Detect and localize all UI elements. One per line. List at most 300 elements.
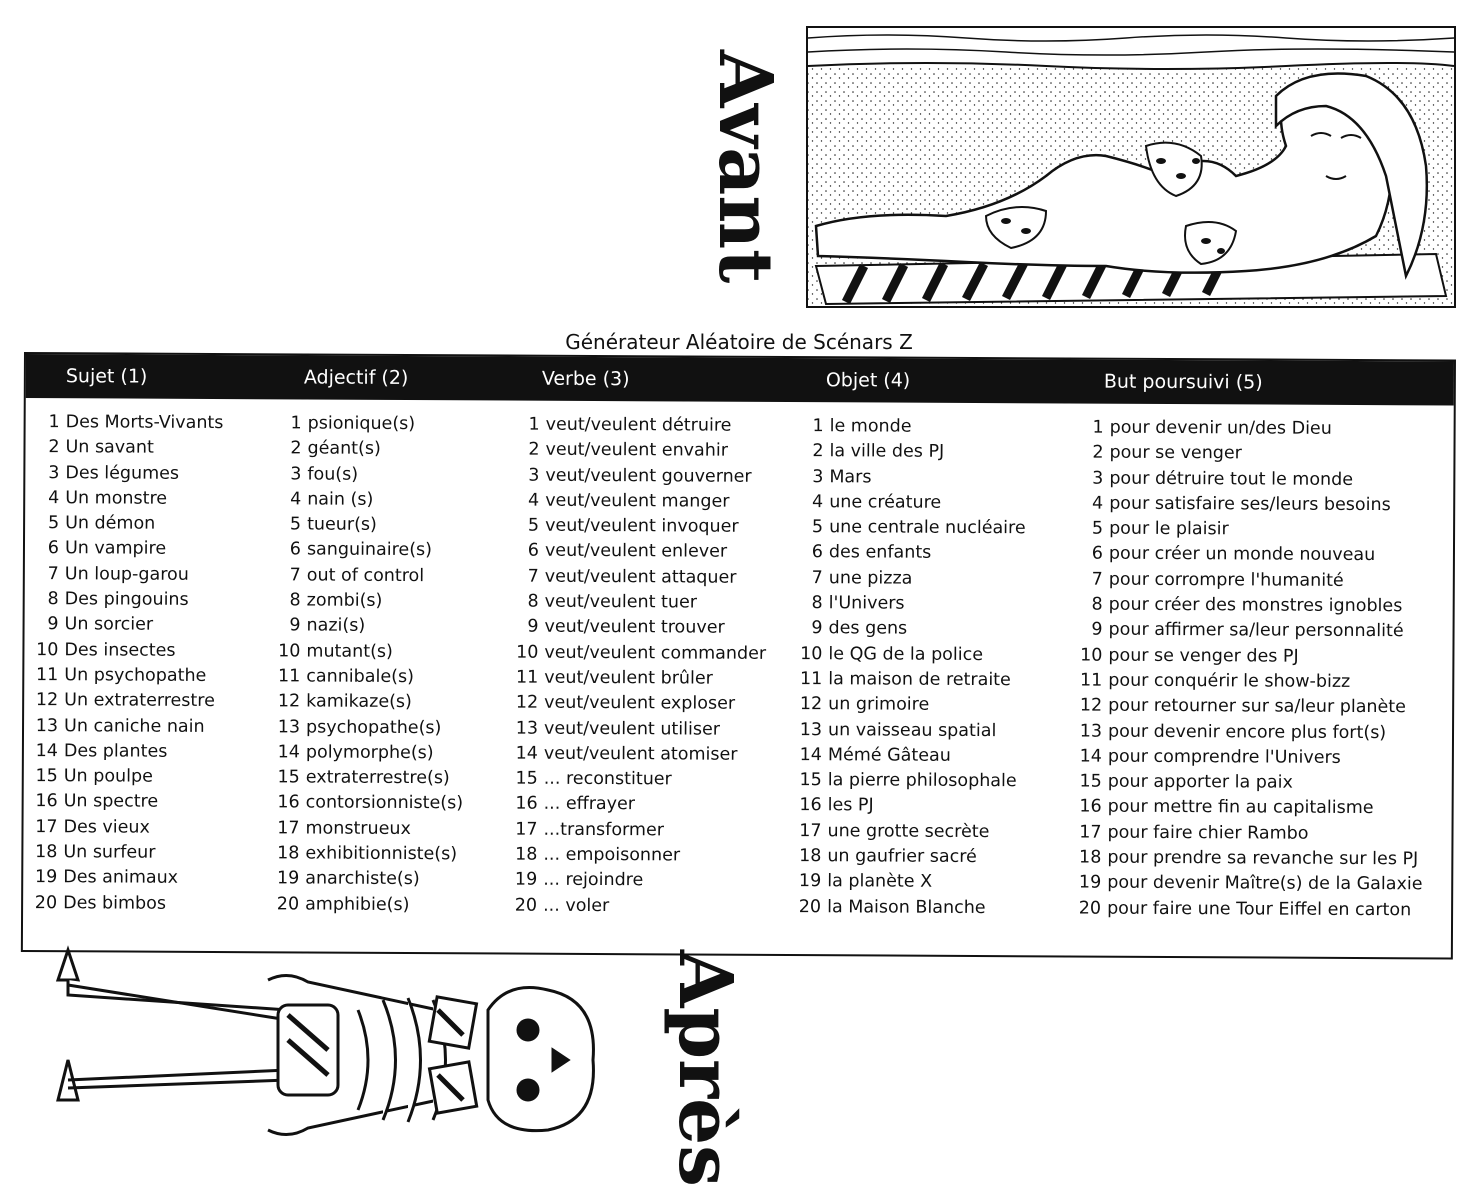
- item-number: 9: [811, 618, 823, 639]
- item-text: des enfants: [828, 542, 932, 564]
- table-item: [1075, 441, 1424, 468]
- item-text: Un monstre: [65, 488, 168, 509]
- table-item: [31, 461, 223, 487]
- item-number: 18: [277, 843, 300, 864]
- item-number: 17: [1079, 822, 1102, 843]
- item-text: Un savant: [65, 437, 154, 458]
- table-item: [1074, 668, 1423, 695]
- table-item: [1075, 593, 1424, 620]
- item-number: 11: [515, 667, 539, 688]
- item-text: une pizza: [828, 567, 913, 589]
- item-text: pour apporter la paix: [1107, 771, 1293, 793]
- item-text: veut/veulent détruire: [545, 414, 732, 436]
- item-number: 16: [35, 791, 58, 812]
- table-item: [510, 615, 766, 642]
- item-text: la ville des PJ: [829, 441, 945, 463]
- item-text: veut/veulent trouver: [544, 617, 725, 639]
- item-text: Un loup-garou: [64, 563, 189, 585]
- item-text: pour détruire tout le monde: [1109, 468, 1354, 490]
- item-number: 5: [527, 515, 540, 536]
- item-number: 3: [528, 465, 540, 486]
- table-item: [511, 514, 767, 541]
- item-text: l'Univers: [828, 593, 905, 614]
- item-number: 16: [277, 792, 300, 813]
- table-item: [1075, 491, 1424, 518]
- table-item: [272, 639, 464, 665]
- column-header-adjective: Adjectif (2): [303, 366, 409, 390]
- item-text: pour conquérir le show-bizz: [1108, 670, 1351, 692]
- table-item: [30, 764, 222, 790]
- table-item: [795, 541, 1026, 568]
- item-number: 20: [276, 893, 300, 915]
- table-item: [793, 819, 1024, 846]
- item-number: 12: [277, 691, 301, 712]
- item-number: 7: [811, 567, 823, 588]
- column-header-goal: But poursuivi (5): [1103, 370, 1263, 394]
- item-text: pour faire chier Rambo: [1107, 822, 1309, 844]
- item-number: 20: [34, 892, 58, 913]
- item-number: 14: [1079, 746, 1102, 767]
- item-number: 15: [35, 766, 58, 787]
- item-text: pour créer un monde nouveau: [1108, 544, 1376, 566]
- table-item: [273, 462, 465, 488]
- item-text: ... effrayer: [543, 794, 636, 815]
- table-item: [510, 767, 766, 794]
- item-text: veut/veulent brûler: [544, 667, 713, 689]
- table-title: Générateur Aléatoire de Scénars Z: [565, 330, 913, 354]
- table-item: [29, 865, 221, 891]
- item-number: 18: [515, 844, 538, 865]
- item-number: 8: [289, 590, 301, 611]
- item-number: 6: [527, 541, 540, 562]
- item-number: 7: [527, 566, 539, 587]
- item-text: Des légumes: [65, 462, 180, 484]
- table-item: [509, 893, 765, 920]
- item-text: une créature: [829, 492, 942, 513]
- item-number: 13: [35, 715, 59, 736]
- item-number: 20: [1078, 898, 1102, 919]
- table-item: [273, 437, 465, 463]
- item-number: 10: [36, 639, 59, 660]
- item-text: pour devenir Maître(s) de la Galaxie: [1107, 873, 1423, 895]
- item-text: Mémé Gâteau: [827, 745, 951, 766]
- item-number: 5: [289, 514, 302, 535]
- item-number: 1: [290, 413, 302, 434]
- table-item: [29, 840, 221, 866]
- item-text: contorsionniste(s): [305, 792, 464, 814]
- item-number: 3: [48, 462, 60, 483]
- table-item: [795, 515, 1026, 542]
- table-item: [795, 465, 1026, 492]
- item-number: 4: [1092, 493, 1104, 514]
- table-item: [271, 892, 463, 918]
- item-text: la Maison Blanche: [827, 896, 986, 918]
- item-text: Des insectes: [64, 639, 176, 661]
- item-text: pour corrompre l'humanité: [1108, 569, 1344, 591]
- table-item: [273, 538, 465, 564]
- item-number: 7: [1091, 569, 1103, 590]
- item-number: 1: [812, 416, 824, 437]
- item-text: veut/veulent exploser: [544, 692, 736, 714]
- table-item: [510, 640, 766, 667]
- item-text: Des Morts-Vivants: [65, 412, 224, 434]
- item-text: Un spectre: [63, 791, 159, 813]
- table-item: [511, 463, 767, 490]
- table-item: [31, 537, 223, 563]
- item-number: 3: [812, 466, 824, 487]
- item-number: 5: [811, 517, 824, 538]
- item-text: nain (s): [307, 489, 374, 510]
- item-text: veut/veulent tuer: [544, 591, 697, 613]
- item-number: 13: [515, 718, 539, 739]
- item-text: veut/veulent envahir: [545, 440, 728, 461]
- table-item: [1074, 719, 1423, 746]
- item-number: 14: [35, 740, 58, 762]
- column-adjective: [271, 411, 465, 918]
- item-text: ... reconstituer: [543, 768, 672, 790]
- before-label: Avant: [702, 50, 788, 284]
- item-text: pour devenir encore plus fort(s): [1107, 721, 1387, 743]
- item-number: 7: [289, 565, 301, 586]
- table-item: [273, 563, 465, 589]
- item-number: 5: [1091, 518, 1104, 539]
- table-item: [271, 816, 463, 842]
- after-label: Après: [662, 950, 748, 1187]
- item-text: pour le plaisir: [1109, 518, 1229, 540]
- item-text: fou(s): [307, 464, 359, 485]
- item-text: la maison de retraite: [828, 669, 1011, 691]
- item-text: un gaufrier sacré: [827, 846, 977, 868]
- table-item: [794, 692, 1025, 719]
- item-text: pour mettre fin au capitalisme: [1107, 797, 1374, 819]
- item-text: Des plantes: [63, 741, 168, 762]
- item-text: le monde: [829, 416, 912, 437]
- skeleton-illustration: [38, 940, 668, 1162]
- item-number: 10: [516, 642, 539, 663]
- item-number: 16: [1079, 796, 1102, 818]
- item-number: 14: [799, 744, 822, 766]
- table-item: [795, 591, 1026, 618]
- table-item: [1073, 871, 1422, 898]
- table-item: [1076, 416, 1425, 443]
- table-item: [512, 413, 768, 440]
- table-item: [273, 588, 465, 614]
- table-item: [31, 587, 223, 613]
- item-number: 1: [48, 412, 60, 433]
- table-item: [29, 891, 221, 917]
- item-text: la planète X: [827, 871, 933, 893]
- table-item: [31, 511, 223, 537]
- table-item: [272, 740, 464, 766]
- table-item: [271, 841, 463, 867]
- item-number: 4: [48, 488, 60, 509]
- table-item: [272, 791, 464, 817]
- item-text: pour faire une Tour Eiffel en carton: [1107, 898, 1412, 920]
- column-header-subject: Sujet (1): [65, 365, 148, 388]
- item-number: 8: [1091, 594, 1103, 615]
- item-number: 15: [515, 768, 538, 789]
- table-item: [795, 566, 1026, 593]
- item-text: ... rejoindre: [543, 870, 644, 891]
- item-text: Un caniche nain: [63, 715, 205, 737]
- item-number: 8: [811, 593, 823, 614]
- item-text: pour se venger: [1109, 442, 1242, 464]
- table-item: [1074, 643, 1423, 670]
- column-verb: [509, 413, 767, 920]
- item-text: polymorphe(s): [305, 742, 434, 764]
- item-number: 20: [514, 895, 538, 916]
- table-item: [511, 564, 767, 591]
- item-text: pour retourner sur sa/leur planète: [1108, 695, 1406, 718]
- table-item: [1075, 517, 1424, 544]
- column-goal: [1073, 416, 1425, 924]
- item-text: veut/veulent manger: [545, 490, 730, 512]
- item-text: Des pingouins: [64, 589, 189, 610]
- item-text: Un démon: [65, 513, 156, 534]
- item-text: Un surfeur: [63, 842, 156, 863]
- table-item: [32, 410, 224, 436]
- table-item: [1075, 466, 1424, 493]
- item-text: kamikaze(s): [306, 691, 412, 713]
- table-item: [273, 512, 465, 538]
- item-number: 18: [799, 846, 822, 867]
- item-text: cannibale(s): [306, 666, 414, 688]
- item-number: 6: [289, 539, 302, 560]
- table-item: [30, 663, 222, 689]
- item-number: 16: [799, 795, 822, 816]
- table-item: [272, 765, 464, 791]
- item-number: 5: [47, 513, 60, 534]
- item-number: 1: [1092, 417, 1104, 438]
- table-item: [30, 739, 222, 765]
- table-item: [509, 843, 765, 870]
- table-item: [271, 867, 463, 893]
- table-item: [509, 817, 765, 844]
- item-number: 17: [277, 818, 300, 839]
- item-number: 11: [1079, 670, 1103, 691]
- item-text: Un vampire: [64, 538, 167, 560]
- item-number: 12: [799, 694, 823, 715]
- item-text: zombi(s): [306, 590, 383, 611]
- table-item: [511, 438, 767, 465]
- item-number: 12: [515, 692, 539, 713]
- table-item: [511, 590, 767, 617]
- table-item: [30, 714, 222, 740]
- item-number: 1: [528, 414, 540, 435]
- item-text: exhibitionniste(s): [305, 843, 458, 865]
- item-number: 19: [798, 871, 822, 892]
- item-text: veut/veulent gouverner: [545, 465, 752, 487]
- item-number: 19: [514, 869, 538, 891]
- item-number: 12: [1079, 695, 1103, 716]
- item-text: extraterrestre(s): [305, 767, 450, 789]
- item-number: 2: [1092, 442, 1104, 463]
- item-text: out of control: [306, 565, 425, 586]
- table-item: [793, 844, 1024, 871]
- item-text: un grimoire: [828, 694, 930, 716]
- item-number: 18: [35, 842, 58, 863]
- item-number: 6: [47, 538, 60, 559]
- item-text: veut/veulent enlever: [544, 541, 728, 563]
- table-item: [796, 414, 1027, 441]
- item-number: 4: [812, 492, 824, 513]
- item-text: amphibie(s): [305, 894, 410, 915]
- item-number: 6: [811, 542, 824, 563]
- table-item: [794, 793, 1025, 820]
- item-number: 9: [289, 615, 301, 636]
- item-number: 16: [515, 794, 538, 815]
- item-text: Des animaux: [63, 867, 179, 889]
- column-subject: [29, 410, 223, 917]
- beach-illustration: [806, 26, 1456, 308]
- item-number: 10: [800, 643, 823, 664]
- table-item: [794, 667, 1025, 694]
- item-number: 19: [1078, 872, 1102, 893]
- table-item: [1074, 618, 1423, 645]
- table-item: [794, 642, 1025, 669]
- item-text: les PJ: [827, 795, 874, 816]
- table-item: [1073, 846, 1422, 873]
- table-item: [511, 488, 767, 515]
- item-number: 17: [35, 816, 58, 837]
- scenario-generator-table: [21, 352, 1456, 959]
- table-item: [510, 741, 766, 768]
- table-item: [510, 716, 766, 743]
- item-number: 2: [812, 441, 824, 462]
- item-text: un vaisseau spatial: [827, 719, 997, 741]
- item-text: pour comprendre l'Univers: [1107, 746, 1341, 768]
- table-item: [29, 815, 221, 841]
- item-text: pour se venger des PJ: [1108, 645, 1299, 667]
- table-item: [31, 435, 223, 461]
- item-number: 11: [35, 665, 59, 686]
- table-item: [510, 792, 766, 819]
- item-text: psionique(s): [307, 413, 416, 435]
- item-number: 19: [276, 868, 300, 889]
- item-text: veut/veulent commander: [544, 642, 767, 664]
- table-item: [793, 895, 1024, 922]
- item-number: 9: [1091, 619, 1103, 641]
- item-number: 9: [47, 614, 59, 635]
- item-text: Des vieux: [63, 816, 150, 838]
- column-header-verb: Verbe (3): [541, 367, 630, 391]
- item-number: 14: [277, 742, 300, 763]
- item-text: nazi(s): [306, 615, 366, 637]
- item-number: 18: [1079, 847, 1102, 868]
- item-text: une grotte secrète: [827, 820, 990, 842]
- item-number: 9: [527, 617, 539, 638]
- item-number: 2: [290, 438, 302, 459]
- item-number: 2: [528, 439, 540, 460]
- item-number: 3: [1092, 468, 1104, 489]
- item-number: 14: [515, 743, 538, 764]
- item-text: Un poulpe: [63, 766, 153, 787]
- table-item: [273, 614, 465, 640]
- item-text: psychopathe(s): [305, 717, 442, 738]
- item-number: 15: [277, 767, 300, 788]
- item-text: une centrale nucléaire: [829, 517, 1026, 539]
- table-item: [793, 869, 1024, 896]
- item-text: mutant(s): [306, 641, 393, 662]
- item-number: 15: [799, 770, 822, 791]
- item-text: Des bimbos: [63, 892, 167, 914]
- item-text: pour satisfaire ses/leurs besoins: [1109, 493, 1391, 516]
- table-item: [272, 664, 464, 690]
- item-text: sanguinaire(s): [306, 539, 433, 561]
- item-text: pour prendre sa revanche sur les PJ: [1107, 847, 1419, 870]
- item-number: 3: [290, 463, 302, 485]
- item-number: 17: [515, 819, 538, 840]
- item-number: 19: [34, 867, 58, 888]
- table-header: [26, 354, 1454, 405]
- table-item: [30, 789, 222, 815]
- item-text: veut/veulent atomiser: [543, 743, 738, 765]
- item-number: 13: [799, 719, 823, 740]
- item-text: ... voler: [543, 895, 610, 916]
- item-number: 10: [278, 641, 301, 662]
- item-number: 17: [799, 820, 822, 841]
- item-text: Un sorcier: [64, 614, 154, 636]
- table-item: [30, 638, 222, 664]
- item-text: veut/veulent utiliser: [543, 718, 721, 740]
- table-item: [31, 612, 223, 638]
- item-text: pour affirmer sa/leur personnalité: [1108, 620, 1404, 642]
- table-item: [795, 490, 1026, 517]
- item-number: 4: [290, 489, 302, 510]
- item-text: géant(s): [307, 438, 381, 460]
- item-text: pour créer des monstres ignobles: [1108, 594, 1403, 617]
- table-item: [273, 487, 465, 513]
- item-text: monstrueux: [305, 818, 411, 839]
- table-item: [1073, 820, 1422, 847]
- table-item: [794, 768, 1025, 795]
- table-item: [31, 486, 223, 512]
- item-text: Un extraterrestre: [64, 690, 215, 712]
- table-item: [1075, 567, 1424, 594]
- item-text: veut/veulent invoquer: [545, 515, 739, 537]
- table-item: [794, 616, 1025, 643]
- table-item: [1074, 770, 1423, 797]
- item-text: le QG de la police: [828, 643, 984, 665]
- table-item: [510, 666, 766, 693]
- item-number: 13: [277, 716, 301, 738]
- item-number: 15: [1079, 771, 1102, 792]
- item-number: 10: [1080, 645, 1103, 666]
- column-object: [793, 414, 1026, 921]
- table-item: [1074, 694, 1423, 721]
- item-text: veut/veulent attaquer: [544, 566, 737, 588]
- table-item: [794, 718, 1025, 745]
- item-number: 12: [35, 690, 59, 711]
- item-number: 11: [277, 666, 301, 687]
- table-item: [1074, 744, 1423, 771]
- item-text: ... empoisonner: [543, 844, 681, 866]
- item-text: anarchiste(s): [305, 868, 420, 890]
- table-item: [795, 439, 1026, 466]
- table-item: [510, 691, 766, 718]
- table-item: [1075, 542, 1424, 569]
- item-text: tueur(s): [307, 514, 377, 536]
- item-number: 4: [528, 490, 540, 511]
- item-text: la pierre philosophale: [827, 770, 1017, 792]
- item-number: 8: [47, 589, 59, 610]
- item-number: 6: [1091, 544, 1104, 565]
- item-text: Mars: [829, 466, 872, 488]
- table-item: [30, 688, 222, 714]
- item-number: 13: [1079, 721, 1103, 742]
- item-number: 7: [47, 563, 59, 584]
- table-item: [794, 743, 1025, 770]
